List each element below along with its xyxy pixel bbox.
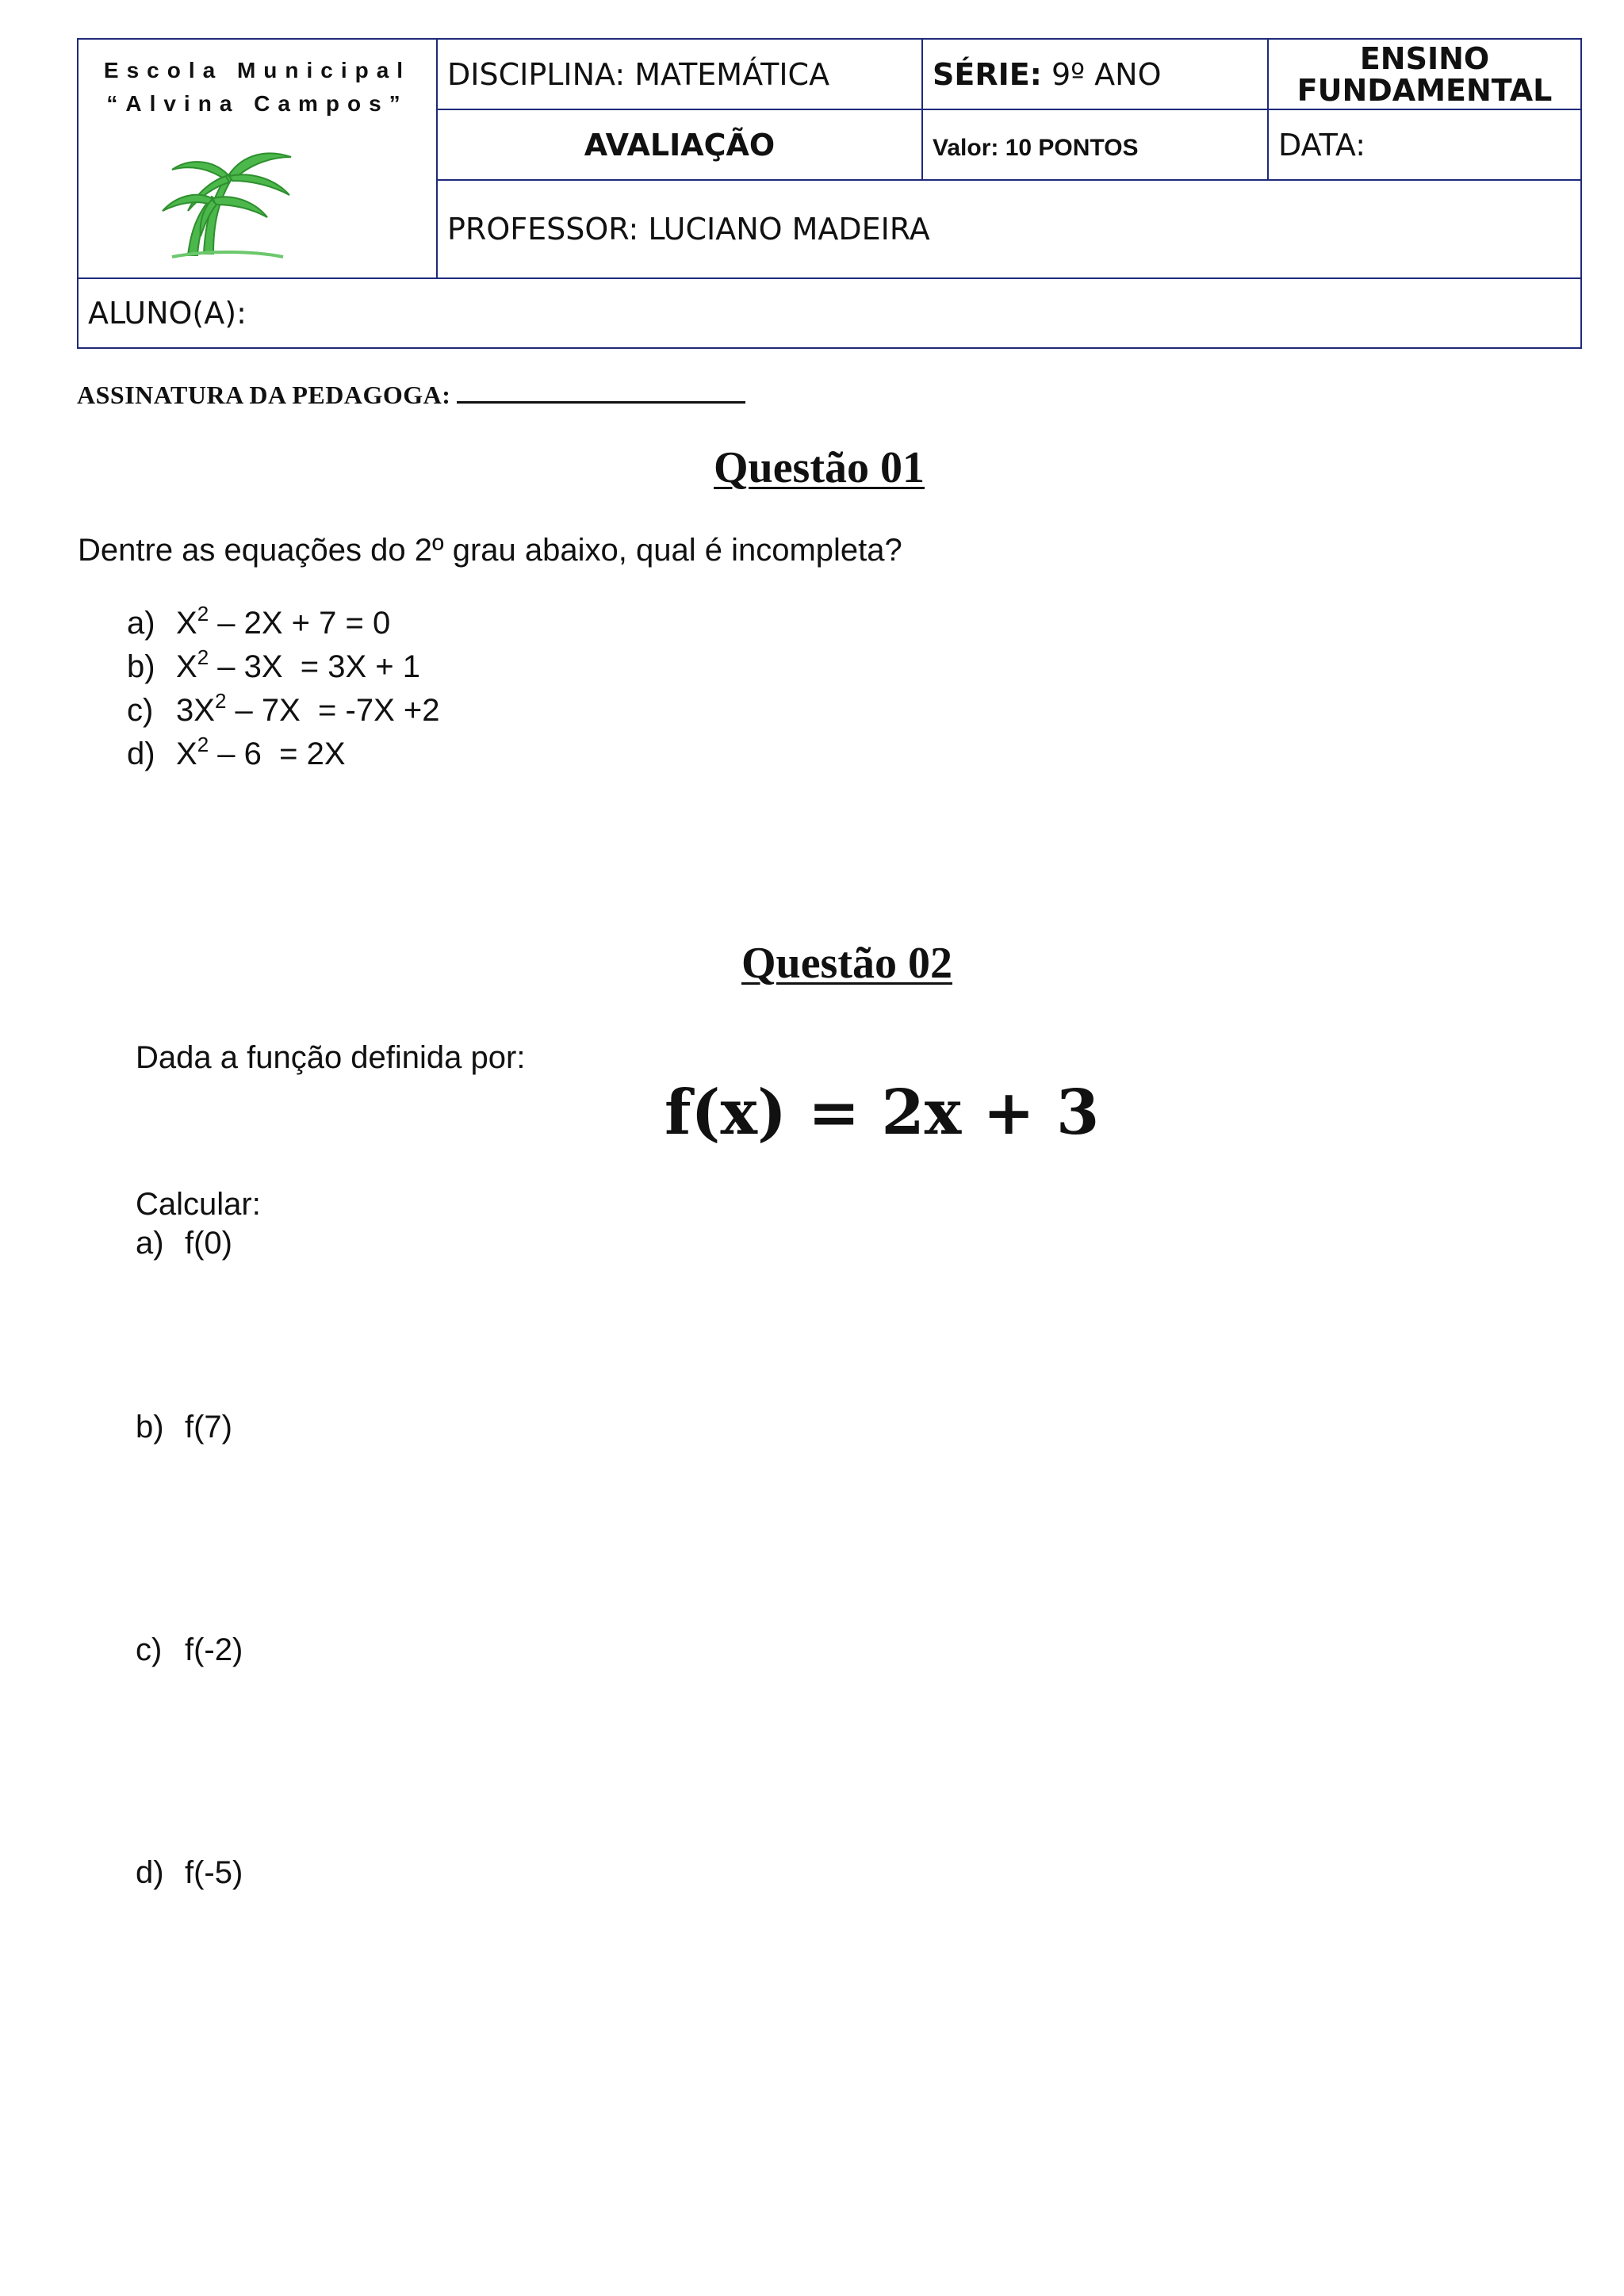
question-1-option-a <box>127 602 391 641</box>
discipline-text: DISCIPLINA: MATEMÁTICA <box>447 56 830 92</box>
option-base: X <box>176 649 197 684</box>
level-line1: ENSINO <box>1359 40 1490 76</box>
assessment-title: AVALIAÇÃO <box>584 127 776 163</box>
option-exponent: 2 <box>214 689 227 713</box>
item-label: b) <box>136 1410 164 1445</box>
discipline-cell <box>437 39 922 109</box>
student-label: ALUNO(A): <box>88 296 247 331</box>
question-1-option-c <box>127 689 440 729</box>
question-2-item-a <box>136 1226 232 1261</box>
option-exponent: 2 <box>197 602 209 626</box>
item-text: f(7) <box>185 1410 232 1445</box>
option-rest: – 2X + 7 = 0 <box>209 606 391 641</box>
school-cell <box>78 39 437 278</box>
school-name-line1: Escola Municipal <box>103 58 412 82</box>
option-label: b) <box>127 649 155 684</box>
question-2-intro: Dada a função definida por: <box>136 1040 526 1075</box>
option-exponent: 2 <box>197 645 209 669</box>
question-1-title: Questão 01 <box>714 443 925 492</box>
teacher-cell <box>437 180 1581 278</box>
grade-value: 9º ANO <box>1051 56 1162 92</box>
function-formula: f(x) = 2x + 3 <box>665 1077 1100 1149</box>
item-label: a) <box>136 1226 164 1261</box>
question-2-item-d <box>136 1855 243 1891</box>
option-base: X <box>176 606 197 641</box>
question-1-option-d <box>127 733 346 772</box>
value-cell <box>922 109 1268 180</box>
points-value: Valor: 10 PONTOS <box>933 134 1139 161</box>
signature-blank[interactable] <box>457 379 745 404</box>
school-name-line2: “Alvina Campos” <box>106 91 408 116</box>
question-2-title: Questão 02 <box>741 939 952 988</box>
date-cell <box>1268 109 1581 180</box>
option-label: a) <box>127 606 155 641</box>
header-table <box>77 38 1582 349</box>
assessment-cell <box>437 109 922 180</box>
option-label: c) <box>127 693 154 728</box>
item-label: d) <box>136 1855 164 1890</box>
option-base: 3X <box>176 693 215 728</box>
signature-line <box>77 379 745 410</box>
item-text: f(-5) <box>185 1855 243 1890</box>
option-exponent: 2 <box>197 733 209 756</box>
item-text: f(0) <box>185 1226 232 1261</box>
option-rest: – 7X = -7X +2 <box>226 693 440 728</box>
palm-tree-logo-icon <box>156 135 299 262</box>
item-label: c) <box>136 1632 163 1667</box>
teacher-name: PROFESSOR: LUCIANO MADEIRA <box>447 212 930 247</box>
grade-label: SÉRIE: <box>933 56 1042 92</box>
date-label: DATA: <box>1278 127 1366 163</box>
level-line2: FUNDAMENTAL <box>1297 72 1553 108</box>
question-2-item-b <box>136 1410 232 1445</box>
option-rest: – 3X = 3X + 1 <box>209 649 421 684</box>
question-1-prompt: Dentre as equações do 2º grau abaixo, qual é incompleta? <box>78 533 902 568</box>
question-2-item-c <box>136 1632 243 1668</box>
grade-cell <box>922 39 1268 109</box>
option-label: d) <box>127 737 155 771</box>
student-cell <box>78 278 1581 348</box>
question-1-option-b <box>127 645 421 685</box>
question-2-calc-label: Calcular: <box>136 1187 261 1222</box>
option-rest: – 6 = 2X <box>209 737 346 771</box>
option-base: X <box>176 737 197 771</box>
level-cell <box>1268 39 1581 109</box>
item-text: f(-2) <box>185 1632 243 1667</box>
signature-label: ASSINATURA DA PEDAGOGA: <box>77 381 451 409</box>
